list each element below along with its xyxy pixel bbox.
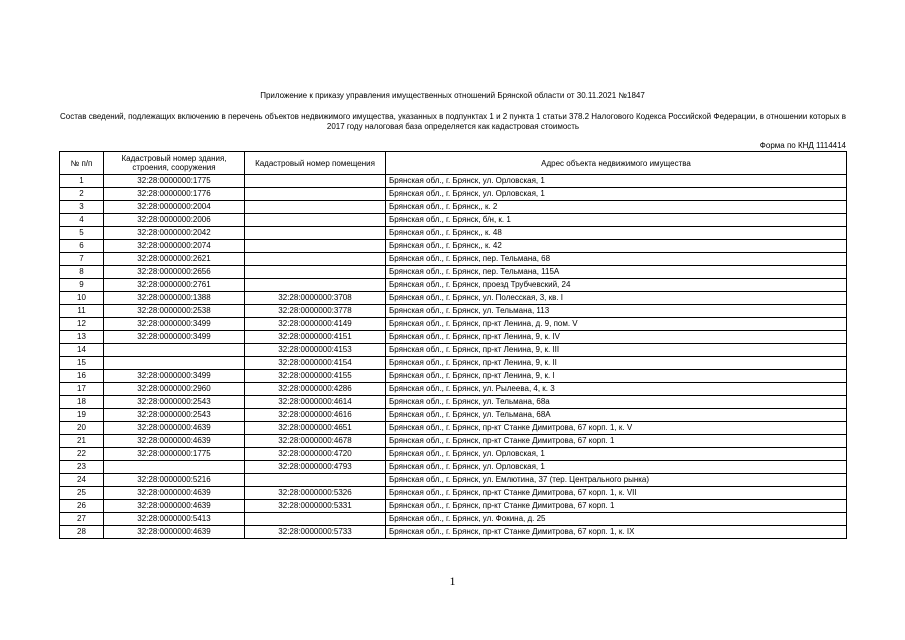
- address-cell: Брянская обл., г. Брянск, ул. Емлютина, 37 (тер. Центрального рынка): [386, 474, 847, 487]
- building-cadastral-cell: 32:28:0000000:1776: [104, 188, 245, 201]
- room-cadastral-cell: [245, 266, 386, 279]
- row-number-cell: 18: [60, 396, 104, 409]
- row-number-cell: 8: [60, 266, 104, 279]
- room-cadastral-cell: 32:28:0000000:4793: [245, 461, 386, 474]
- building-cadastral-cell: 32:28:0000000:4639: [104, 487, 245, 500]
- column-header-number: № п/п: [60, 152, 104, 175]
- room-cadastral-cell: [245, 201, 386, 214]
- address-cell: Брянская обл., г. Брянск, б/н, к. 1: [386, 214, 847, 227]
- table-row: [60, 461, 847, 474]
- room-cadastral-cell: 32:28:0000000:4651: [245, 422, 386, 435]
- row-number-cell: 24: [60, 474, 104, 487]
- row-number-cell: 20: [60, 422, 104, 435]
- address-cell: Брянская обл., г. Брянск, пр-кт Ленина, 9, к. IV: [386, 331, 847, 344]
- row-number-cell: 12: [60, 318, 104, 331]
- row-number-cell: 6: [60, 240, 104, 253]
- room-cadastral-cell: 32:28:0000000:4149: [245, 318, 386, 331]
- room-cadastral-cell: [245, 214, 386, 227]
- table-row: [60, 500, 847, 513]
- address-cell: Брянская обл., г. Брянск, пр-кт Ленина, д. 9, пом. V: [386, 318, 847, 331]
- room-cadastral-cell: 32:28:0000000:3708: [245, 292, 386, 305]
- row-number-cell: 11: [60, 305, 104, 318]
- table-row: [60, 474, 847, 487]
- address-cell: Брянская обл., г. Брянск, ул. Тельмана, 113: [386, 305, 847, 318]
- address-cell: Брянская обл., г. Брянск, ул. Орловская, 1: [386, 175, 847, 188]
- address-cell: Брянская обл., г. Брянск, пр-кт Станке Димитрова, 67 корп. 1, к. IX: [386, 526, 847, 539]
- room-cadastral-cell: [245, 175, 386, 188]
- table-row: [60, 318, 847, 331]
- table-row: [60, 188, 847, 201]
- row-number-cell: 22: [60, 448, 104, 461]
- building-cadastral-cell: 32:28:0000000:2761: [104, 279, 245, 292]
- address-cell: Брянская обл., г. Брянск, пр-кт Ленина, 9, к. III: [386, 344, 847, 357]
- table-row: [60, 370, 847, 383]
- building-cadastral-cell: 32:28:0000000:2543: [104, 409, 245, 422]
- building-cadastral-cell: 32:28:0000000:1775: [104, 448, 245, 461]
- column-header-address: Адрес объекта недвижимого имущества: [386, 152, 847, 175]
- building-cadastral-cell: 32:28:0000000:2042: [104, 227, 245, 240]
- room-cadastral-cell: 32:28:0000000:5326: [245, 487, 386, 500]
- table-row: [60, 214, 847, 227]
- table-row: [60, 266, 847, 279]
- address-cell: Брянская обл., г. Брянск,, к. 48: [386, 227, 847, 240]
- row-number-cell: 25: [60, 487, 104, 500]
- property-table: [59, 151, 847, 539]
- address-cell: Брянская обл., г. Брянск, пр-кт Ленина, 9, к. I: [386, 370, 847, 383]
- building-cadastral-cell: 32:28:0000000:3499: [104, 331, 245, 344]
- table-row: [60, 396, 847, 409]
- row-number-cell: 17: [60, 383, 104, 396]
- building-cadastral-cell: 32:28:0000000:2006: [104, 214, 245, 227]
- building-cadastral-cell: 32:28:0000000:2656: [104, 266, 245, 279]
- building-cadastral-cell: 32:28:0000000:3499: [104, 318, 245, 331]
- address-cell: Брянская обл., г. Брянск, пр-кт Станке Димитрова, 67 корп. 1, к. V: [386, 422, 847, 435]
- building-cadastral-cell: 32:28:0000000:1388: [104, 292, 245, 305]
- table-row: [60, 279, 847, 292]
- address-cell: Брянская обл., г. Брянск, ул. Орловская, 1: [386, 461, 847, 474]
- room-cadastral-cell: [245, 513, 386, 526]
- room-cadastral-cell: [245, 279, 386, 292]
- building-cadastral-cell: 32:28:0000000:4639: [104, 435, 245, 448]
- building-cadastral-cell: 32:28:0000000:4639: [104, 422, 245, 435]
- row-number-cell: 2: [60, 188, 104, 201]
- address-cell: Брянская обл., г. Брянск, ул. Тельмана, 68А: [386, 409, 847, 422]
- table-row: [60, 240, 847, 253]
- row-number-cell: 7: [60, 253, 104, 266]
- address-cell: Брянская обл., г. Брянск, проезд Трубчевский, 24: [386, 279, 847, 292]
- building-cadastral-cell: [104, 357, 245, 370]
- building-cadastral-cell: 32:28:0000000:2960: [104, 383, 245, 396]
- address-cell: Брянская обл., г. Брянск,, к. 42: [386, 240, 847, 253]
- address-cell: Брянская обл., г. Брянск, пер. Тельмана, 115А: [386, 266, 847, 279]
- building-cadastral-cell: 32:28:0000000:2074: [104, 240, 245, 253]
- form-code: Форма по КНД 1114414: [759, 141, 846, 150]
- room-cadastral-cell: 32:28:0000000:4678: [245, 435, 386, 448]
- row-number-cell: 5: [60, 227, 104, 240]
- building-cadastral-cell: 32:28:0000000:5216: [104, 474, 245, 487]
- building-cadastral-cell: 32:28:0000000:4639: [104, 500, 245, 513]
- row-number-cell: 26: [60, 500, 104, 513]
- address-cell: Брянская обл., г. Брянск, пер. Тельмана, 68: [386, 253, 847, 266]
- building-cadastral-cell: 32:28:0000000:5413: [104, 513, 245, 526]
- row-number-cell: 19: [60, 409, 104, 422]
- table-row: [60, 305, 847, 318]
- row-number-cell: 13: [60, 331, 104, 344]
- table-row: [60, 487, 847, 500]
- building-cadastral-cell: [104, 344, 245, 357]
- column-header-building: Кадастровый номер здания, строения, сооружения: [104, 152, 245, 175]
- building-cadastral-cell: 32:28:0000000:3499: [104, 370, 245, 383]
- building-cadastral-cell: 32:28:0000000:2621: [104, 253, 245, 266]
- row-number-cell: 27: [60, 513, 104, 526]
- row-number-cell: 10: [60, 292, 104, 305]
- row-number-cell: 28: [60, 526, 104, 539]
- address-cell: Брянская обл., г. Брянск, ул. Орловская, 1: [386, 188, 847, 201]
- row-number-cell: 16: [60, 370, 104, 383]
- table-row: [60, 448, 847, 461]
- table-row: [60, 513, 847, 526]
- room-cadastral-cell: 32:28:0000000:4155: [245, 370, 386, 383]
- row-number-cell: 3: [60, 201, 104, 214]
- row-number-cell: 23: [60, 461, 104, 474]
- building-cadastral-cell: 32:28:0000000:4639: [104, 526, 245, 539]
- table-row: [60, 357, 847, 370]
- row-number-cell: 14: [60, 344, 104, 357]
- address-cell: Брянская обл., г. Брянск, пр-кт Станке Димитрова, 67 корп. 1: [386, 500, 847, 513]
- address-cell: Брянская обл., г. Брянск, пр-кт Ленина, 9, к. II: [386, 357, 847, 370]
- address-cell: Брянская обл., г. Брянск, пр-кт Станке Димитрова, 67 корп. 1, к. VII: [386, 487, 847, 500]
- address-cell: Брянская обл., г. Брянск, ул. Тельмана, 68а: [386, 396, 847, 409]
- table-header-row: [60, 152, 847, 175]
- building-cadastral-cell: 32:28:0000000:2004: [104, 201, 245, 214]
- row-number-cell: 21: [60, 435, 104, 448]
- room-cadastral-cell: 32:28:0000000:3778: [245, 305, 386, 318]
- building-cadastral-cell: 32:28:0000000:2538: [104, 305, 245, 318]
- table-row: [60, 175, 847, 188]
- table-row: [60, 422, 847, 435]
- building-cadastral-cell: [104, 461, 245, 474]
- table-row: [60, 253, 847, 266]
- room-cadastral-cell: [245, 253, 386, 266]
- room-cadastral-cell: 32:28:0000000:4614: [245, 396, 386, 409]
- table-row: [60, 227, 847, 240]
- address-cell: Брянская обл., г. Брянск, ул. Фокина, д. 25: [386, 513, 847, 526]
- room-cadastral-cell: [245, 474, 386, 487]
- table-row: [60, 435, 847, 448]
- address-cell: Брянская обл., г. Брянск, ул. Полесская, 3, кв. I: [386, 292, 847, 305]
- page-number: 1: [449, 574, 456, 588]
- room-cadastral-cell: 32:28:0000000:5733: [245, 526, 386, 539]
- table-row: [60, 409, 847, 422]
- address-cell: Брянская обл., г. Брянск, ул. Орловская, 1: [386, 448, 847, 461]
- table-row: [60, 344, 847, 357]
- room-cadastral-cell: 32:28:0000000:4286: [245, 383, 386, 396]
- room-cadastral-cell: 32:28:0000000:4154: [245, 357, 386, 370]
- table-row: [60, 292, 847, 305]
- document-title: Приложение к приказу управления имущественных отношений Брянской области от 30.11.2021 №1847: [260, 91, 645, 100]
- table-row: [60, 526, 847, 539]
- column-header-room: Кадастровый номер помещения: [245, 152, 386, 175]
- row-number-cell: 9: [60, 279, 104, 292]
- table-row: [60, 331, 847, 344]
- address-cell: Брянская обл., г. Брянск, пр-кт Станке Димитрова, 67 корп. 1: [386, 435, 847, 448]
- room-cadastral-cell: 32:28:0000000:4151: [245, 331, 386, 344]
- table-row: [60, 383, 847, 396]
- room-cadastral-cell: 32:28:0000000:4720: [245, 448, 386, 461]
- room-cadastral-cell: [245, 240, 386, 253]
- table-row: [60, 201, 847, 214]
- building-cadastral-cell: 32:28:0000000:2543: [104, 396, 245, 409]
- address-cell: Брянская обл., г. Брянск, ул. Рылеева, 4, к. 3: [386, 383, 847, 396]
- room-cadastral-cell: [245, 227, 386, 240]
- document-subtitle: Состав сведений, подлежащих включению в перечень объектов недвижимого имущества, указанных в подпунктах 1 и 2 пункта 1 статьи 378.2 Налогового Кодекса Российской Федерации, в отношении которых в 2017 году налоговая база определяется как кадастровая стоимость: [60, 112, 846, 131]
- row-number-cell: 1: [60, 175, 104, 188]
- room-cadastral-cell: 32:28:0000000:4616: [245, 409, 386, 422]
- room-cadastral-cell: 32:28:0000000:4153: [245, 344, 386, 357]
- row-number-cell: 15: [60, 357, 104, 370]
- building-cadastral-cell: 32:28:0000000:1775: [104, 175, 245, 188]
- room-cadastral-cell: 32:28:0000000:5331: [245, 500, 386, 513]
- address-cell: Брянская обл., г. Брянск,, к. 2: [386, 201, 847, 214]
- room-cadastral-cell: [245, 188, 386, 201]
- row-number-cell: 4: [60, 214, 104, 227]
